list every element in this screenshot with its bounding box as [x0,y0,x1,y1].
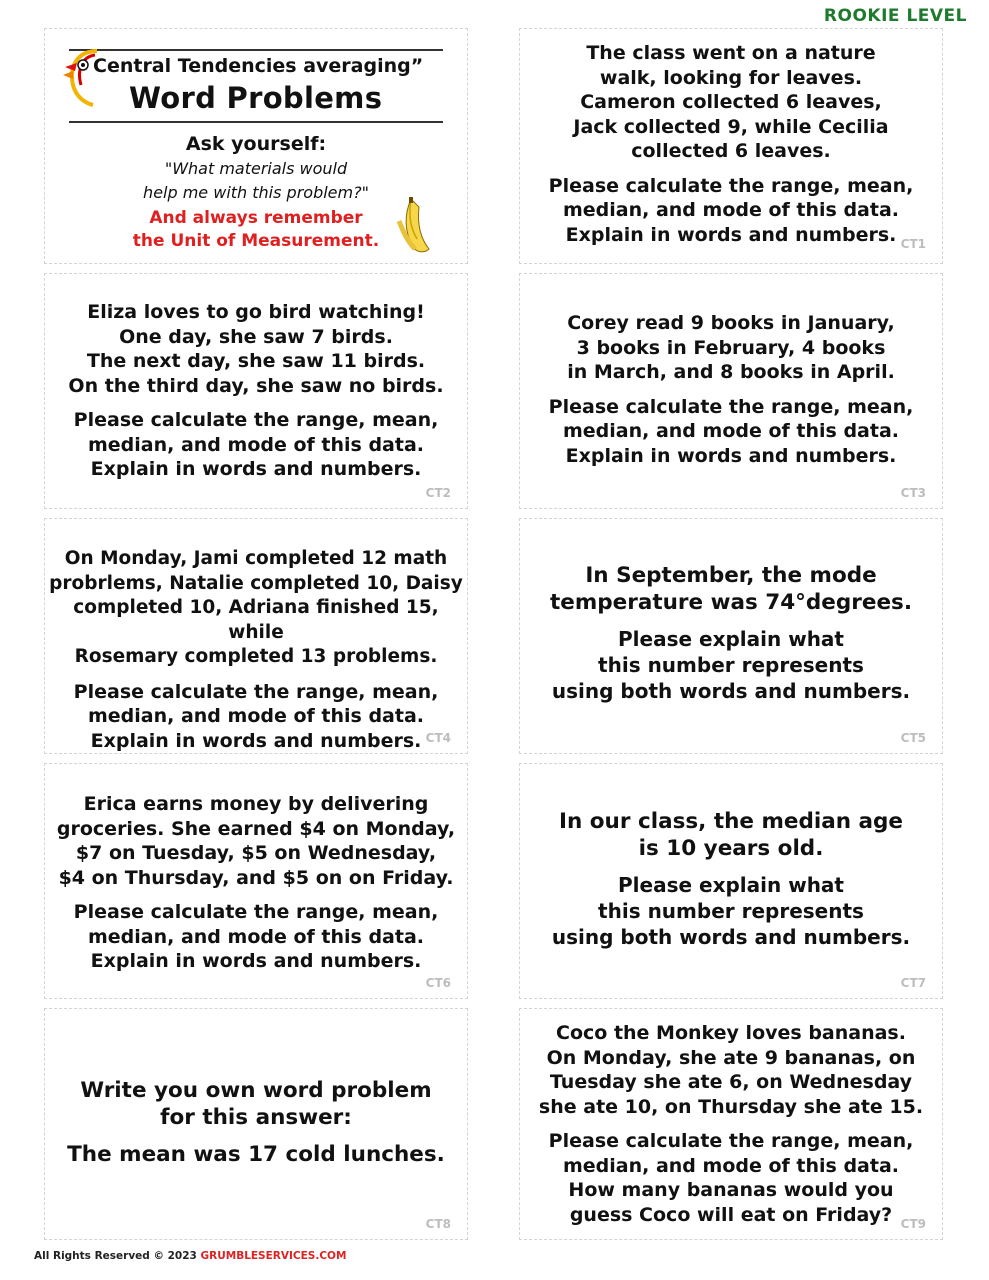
task-line: using both words and numbers. [551,925,911,949]
bird-logo-icon [59,45,105,107]
card-code: CT5 [900,731,926,745]
problem-line: $7 on Tuesday, $5 on Wednesday, [75,842,437,864]
problem-line: walk, looking for leaves. [599,66,863,89]
bottom-rule [69,121,443,123]
problem-line: The class went on a nature [586,42,876,64]
problem-line: One day, she saw 7 birds. [119,325,393,348]
copyright-text: All Rights Reserved © 2023 [34,1250,197,1262]
task-line: this number represents [598,653,864,677]
task-line: Please calculate the range, mean, [548,395,914,418]
task-line: median, and mode of this data. [562,1154,900,1177]
problem-line: Rosemary completed 13 problems. [74,646,438,667]
question-line1: "What materials would [164,159,348,178]
problem-line: is 10 years old. [638,836,824,861]
question-line2: help me with this problem?" [143,183,369,202]
task-line: Explain in words and numbers. [90,950,422,972]
card-code: CT2 [425,486,451,500]
reminder-line1: And always remember [149,208,363,228]
problem-card-ct3 [519,273,943,509]
problem-line: Tuesday she ate 6, on Wednesday [549,1071,913,1093]
top-rule [69,49,443,51]
heading-line1: Central Tendencies averaging” [93,55,424,77]
task-line: Please explain what [618,873,844,897]
problem-line: The next day, she saw 11 birds. [86,350,426,372]
heading-line2: Word Problems [129,81,383,115]
problem-line: Write you own word problem [80,1078,432,1103]
problem-line: for this answer: [160,1105,352,1130]
problem-card-ct6 [44,763,468,999]
problem-line: temperature was 74°degrees. [549,590,912,615]
task-line: Please calculate the range, mean, [73,680,439,703]
task-line: Please calculate the range, mean, [548,1130,914,1152]
task-line: How many bananas would you [568,1179,894,1201]
problem-line: she ate 10, on Thursday she ate 15. [538,1095,924,1118]
problem-line: In September, the mode [585,563,877,588]
problem-line: On the third day, she saw no birds. [68,374,444,397]
reminder-line2: the Unit of Measurement. [132,231,380,251]
problem-line: Cameron collected 6 leaves, [580,91,882,113]
problem-line: On Monday, she ate 9 bananas, on [546,1046,916,1069]
task-line: this number represents [598,899,864,923]
website-link[interactable]: GRUMBLESERVICES.COM [200,1250,347,1262]
task-line: using both words and numbers. [551,679,911,703]
task-line: Please calculate the range, mean, [548,174,914,197]
problem-line: Corey read 9 books in January, [567,312,895,334]
task-line: Explain in words and numbers. [565,444,897,467]
problem-line: completed 10, Adriana finished 15, while [73,597,439,643]
problem-line: Erica earns money by delivering [83,793,429,815]
footer [34,1250,346,1262]
problem-line: Eliza loves to go bird watching! [87,301,425,323]
ask-yourself: Ask yourself: [185,133,327,155]
task-line: Explain in words and numbers. [90,458,422,480]
problem-card-ct5 [519,518,943,754]
task-line: Explain in words and numbers. [90,729,422,752]
task-line: median, and mode of this data. [87,433,425,456]
task-line: median, and mode of this data. [562,420,900,442]
task-line: median, and mode of this data. [87,705,425,727]
problem-line: in March, and 8 books in April. [567,361,895,383]
card-code: CT4 [425,731,451,745]
task-line: median, and mode of this data. [562,199,900,221]
card-code: CT9 [900,1217,926,1231]
card-code: CT7 [900,976,926,990]
problem-card-ct8 [44,1008,468,1240]
task-line: Please explain what [618,627,844,651]
problem-card-ct7 [519,763,943,999]
card-code: CT6 [425,976,451,990]
problem-line: Jack collected 9, while Cecilia [573,115,889,138]
problem-card-ct1 [519,28,943,264]
answer-line: The mean was 17 cold lunches. [67,1142,445,1167]
card-code: CT1 [900,237,926,251]
banana-icon [391,195,437,255]
problem-line: On Monday, Jami completed 12 math [64,548,448,569]
problem-card-ct2 [44,273,468,509]
task-line: Explain in words and numbers. [565,223,897,246]
problem-card-ct9 [519,1008,943,1240]
problem-line: Coco the Monkey loves bananas. [556,1022,906,1044]
task-line: Please calculate the range, mean, [73,409,439,431]
problem-line: groceries. She earned $4 on Monday, [56,817,456,840]
task-line: median, and mode of this data. [87,925,425,948]
problem-line: $4 on Thursday, and $5 on on Friday. [58,866,454,889]
level-badge: ROOKIE LEVEL [823,6,967,26]
problem-line: In our class, the median age [559,809,903,834]
problem-line: 3 books in February, 4 books [576,336,886,359]
problem-line: collected 6 leaves. [631,140,831,162]
problem-line: probrlems, Natalie completed 10, Daisy [49,572,463,594]
task-line: guess Coco will eat on Friday? [569,1203,893,1226]
problem-card-ct4 [44,518,468,754]
title-card [44,28,468,264]
card-code: CT8 [425,1217,451,1231]
task-line: Please calculate the range, mean, [73,901,439,923]
card-code: CT3 [900,486,926,500]
